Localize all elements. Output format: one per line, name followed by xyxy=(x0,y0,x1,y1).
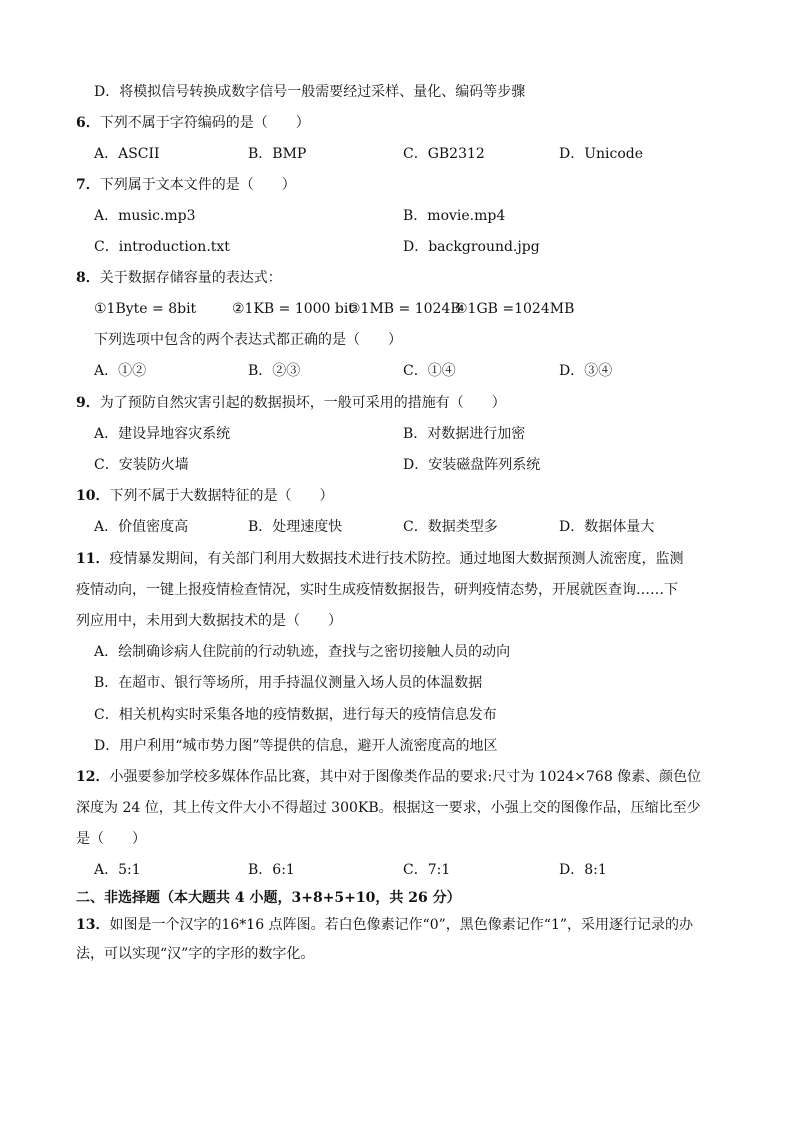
question-11-option-b: B．在超市、银行等场所，用手持温仪测量入场人员的体温数据 xyxy=(94,675,483,691)
option-c: C．GB2312 xyxy=(403,146,485,162)
question-12-line-2: 深度为 24 位，其上传文件大小不得超过 300KB。根据这一要求，小强上交的图像作品，压缩比至少 xyxy=(76,800,701,816)
option-a: A．music.mp3 xyxy=(94,208,196,224)
q5-option-d: D．将模拟信号转换成数字信号一般需要经过采样、量化、编码等步骤 xyxy=(94,84,526,100)
option-b: B．BMP xyxy=(248,146,307,162)
option-c: C．introduction.txt xyxy=(94,239,230,255)
option-a: A．价值密度高 xyxy=(94,519,189,535)
question-text-line-1: 小强要参加学校多媒体作品比赛，其中对于图像类作品的要求:尺寸为 1024×768 像素、颜色位 xyxy=(109,769,702,785)
question-6 xyxy=(76,113,310,133)
expression-3: ③1MB = 1024B xyxy=(348,301,461,317)
option-b: B．对数据进行加密 xyxy=(403,426,526,442)
question-text: 下列不属于字符编码的是（ ） xyxy=(99,115,310,131)
option-d: D．background.jpg xyxy=(403,239,540,255)
option-c: C．7:1 xyxy=(403,862,451,878)
option-d: D．Unicode xyxy=(559,146,644,162)
question-11-option-a: A．绘制确诊病人住院前的行动轨迹，查找与之密切接触人员的动向 xyxy=(94,644,511,660)
question-13-line-2: 法，可以实现“汉”字的字形的数字化。 xyxy=(76,946,315,962)
question-12 xyxy=(76,767,701,787)
question-number: 12． xyxy=(76,769,110,785)
expression-1: ①1Byte = 8bit xyxy=(94,301,197,317)
question-11-option-c: C．相关机构实时采集各地的疫情数据，进行每天的疫情信息发布 xyxy=(94,707,497,723)
question-number: 13． xyxy=(76,917,110,933)
section-heading: 二、非选择题（本大题共 4 小题，3+8+5+10，共 26 分） xyxy=(76,890,461,906)
question-8 xyxy=(76,268,282,288)
question-text: 为了预防自然灾害引起的数据损坏，一般可采用的措施有（ ） xyxy=(99,395,506,411)
option-d: D．8:1 xyxy=(559,862,607,878)
option-b: B．movie.mp4 xyxy=(403,208,506,224)
option-d: D．③④ xyxy=(559,363,613,379)
question-number: 8． xyxy=(76,270,100,286)
question-number: 6． xyxy=(76,115,100,131)
question-text: 下列属于文本文件的是（ ） xyxy=(99,177,296,193)
question-number: 10． xyxy=(76,488,110,504)
option-c: C．安装防火墙 xyxy=(94,457,189,473)
question-9 xyxy=(76,393,506,413)
option-b: B．②③ xyxy=(248,363,301,379)
question-7 xyxy=(76,175,296,195)
option-d: D．安装磁盘阵列系统 xyxy=(403,457,541,473)
question-11-option-d: D．用户利用“城市势力图”等提供的信息，避开人流密度高的地区 xyxy=(94,738,498,754)
option-b: B．处理速度快 xyxy=(248,519,343,535)
question-13 xyxy=(76,915,693,935)
question-number: 11． xyxy=(76,551,110,567)
question-8-subtext: 下列选项中包含的两个表达式都正确的是（ ） xyxy=(94,332,402,348)
question-number: 7． xyxy=(76,177,100,193)
option-a: A．5:1 xyxy=(94,862,141,878)
question-text-line-1: 如图是一个汉字的16*16 点阵图。若白色像素记作“0”，黑色像素记作“1”，采用逐行记录的办 xyxy=(109,917,694,933)
option-a: A．建设异地容灾系统 xyxy=(94,426,231,442)
question-number: 9． xyxy=(76,395,100,411)
question-text-line-1: 疫情暴发期间，有关部门利用大数据技术进行技术防控。通过地图大数据预测人流密度，监测 xyxy=(109,551,684,567)
question-11 xyxy=(76,549,683,569)
expression-4: ④1GB =1024MB xyxy=(455,301,575,317)
question-10 xyxy=(76,486,333,506)
question-text: 关于数据存储容量的表达式： xyxy=(99,270,282,286)
option-d: D．数据体量大 xyxy=(559,519,655,535)
option-b: B．6:1 xyxy=(248,862,295,878)
option-c: C．数据类型多 xyxy=(403,519,498,535)
option-a: A．①② xyxy=(94,363,147,379)
question-text: 下列不属于大数据特征的是（ ） xyxy=(109,488,334,504)
option-c: C．①④ xyxy=(403,363,456,379)
question-11-line-3: 列应用中，未用到大数据技术的是（ ） xyxy=(76,613,342,629)
question-11-line-2: 疫情动向，一键上报疫情检查情况，实时生成疫情数据报告，研判疫情态势，开展就医查询……下 xyxy=(76,582,678,598)
option-a: A．ASCII xyxy=(94,146,160,162)
expression-2: ②1KB = 1000 bit xyxy=(232,301,354,317)
question-12-line-3: 是（ ） xyxy=(76,831,146,847)
